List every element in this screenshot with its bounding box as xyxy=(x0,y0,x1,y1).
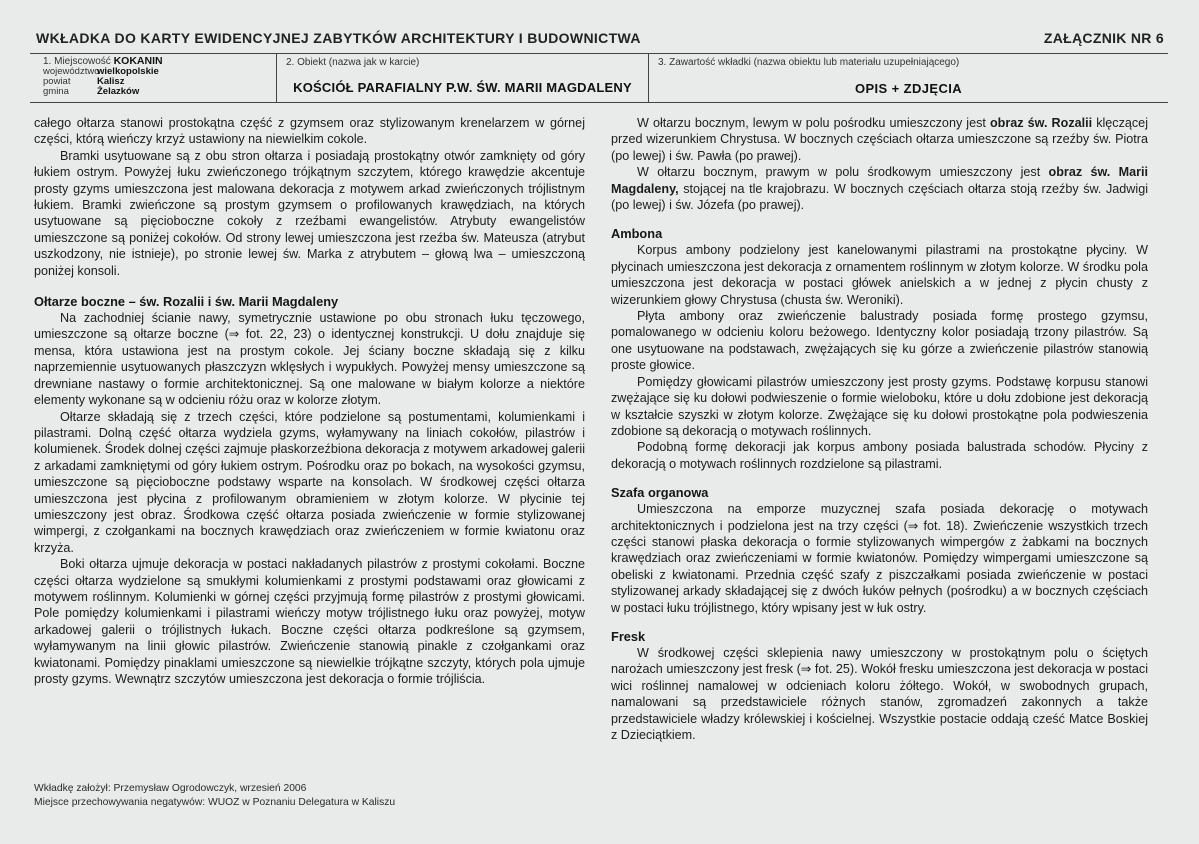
paragraph: Płyta ambony oraz zwieńczenie balustrady posiada formę prostego gzymsu, pomalowanego w odcieniu koloru beżowego. Identyczny kolor posiadają trzony pilastrów. Są one usytuowane na podstawach, zwężających się ku górze a zwieńczenie pilastrów stanowią proste głowice. xyxy=(611,309,1148,373)
right-column xyxy=(611,115,1148,743)
contents-cell xyxy=(648,54,1168,102)
annex-number: ZAŁĄCZNIK NR 6 xyxy=(1043,30,1164,46)
paragraph: W ołtarzu bocznym, lewym w polu pośrodku umieszczony jest obraz św. Rozalii klęczącej przed wizerunkiem Chrystusa. W bocznych częściach ołtarza umieszczone są rzeźby św. Piotra (po lewej) i św. Pawła (po prawej). xyxy=(611,116,1148,163)
document-header xyxy=(36,28,1166,48)
left-column xyxy=(34,115,585,687)
paragraph: Na zachodniej ścianie nawy, symetrycznie ustawione po obu stronach łuku tęczowego, umieszczone są ołtarze boczne (⇒ fot. 22, 23) o identycznej konstrukcji. U dołu znajduje się mensa, która ustawiona jest na prostym cokole. Jej ściany boczne składają się z kilku naprzemiennie usytuowanych płaszczyzn wklęsłych i wypukłych. Powyżej mensy umieszczone są drewniane nastawy o formie architektonicznej. Są one malowane w białym kolorze a niektóre elementy wykonane są w odcieniu różu oraz w kolorze złotym. xyxy=(34,311,585,408)
storage-line: Miejsce przechowywania negatywów: WUOZ w Poznaniu Delegatura w Kaliszu xyxy=(34,796,396,808)
commune-row xyxy=(43,87,276,97)
paragraph: Pomiędzy głowicami pilastrów umieszczony jest prosty gzyms. Podstawę korpusu stanowi zwężające się ku dołowi podwieszenie o formie wieloboku, które u dołu zdobione jest dekoracją w kształcie szyszki w złotym kolorze. Zwężające się ku dołowi prostokątne pola podwieszenia zdobione są dekoracją o motywach roślinnych. xyxy=(611,374,1148,438)
contents-value: OPIS + ZDJĘCIA xyxy=(854,81,963,96)
voivodeship-value: wielkopolskie xyxy=(97,66,159,77)
county-row xyxy=(43,77,276,87)
commune-label: gmina xyxy=(43,86,69,97)
location-label: 1. Miejscowość xyxy=(43,56,111,67)
paragraph: W środkowej części sklepienia nawy umieszczony w prostokątnym polu o ściętych narożach umieszczony jest fresk (⇒ fot. 25). Wokół fresku umieszczona jest dekoracja w postaci wici roślinnej namalowej w odcieniach koloru żółtego. Wokół, w swobodnych grupach, namalowani są przedstawiciele różnych stanów, zgromadzeń zakonnych a także przedstawiciele władzy królewskiej i kościelnej. Wszystkie postacie oddają cześć Matce Boskiej z Dzieciątkiem. xyxy=(611,645,1148,742)
section-heading-organ-case: Szafa organowa xyxy=(611,485,709,501)
voivodeship-row xyxy=(43,67,276,77)
paragraph: Umieszczona na emporze muzycznej szafa posiada dekorację o motywach architektonicznych i podzielona jest na trzy części (⇒ fot. 18). Zwieńczenie wszystkich trzech części stanowi płaska dekoracja o formie stylizowanych wimpergów z żabkami na bocznych krawędziach oraz zwieńczeniami w formie kwiatonów. Pomiędzy wimpergami umieszczone są obeliski z kwiatonami. Przednia część szafy z piszczałkami posiada zwieńczenie w postaci stylizowanej arkady składającej się z dwóch łuków pełnych (pośrodku) a w bocznych częściach w postaci łuku trójlistnego, który wpisany jest w łuk ostry. xyxy=(611,502,1148,615)
paragraph: Korpus ambony podzielony jest kanelowanymi pilastrami na prostokątne płyciny. W płycinach umieszczona jest dekoracja z ornamentem roślinnym w złotym kolorze. W środku pola umieszczona jest dekoracja w postaci główek anielskich a w jednej z płycin chusty z wizerunkiem głowy Chrystusa (chusta św. Weroniki). xyxy=(611,243,1148,307)
paragraph: Ołtarze składają się z trzech części, które podzielone są postumentami, kolumienkami i pilastrami. Dolną część ołtarza wydziela gzyms, wyłamywany na liniach cokołów, pilastrów i kolumienek. Środek dolnej części zajmuje płaskorzeźbiona dekoracja z motywem arkadowej galerii z arkadami zamkniętymi od góry łukiem ostrym. Pośrodku oraz po bokach, na wysokości gzymsu, umieszczone są pięcioboczne podstawy wsparte na konsolach. W środkowej części ołtarza umieszczona jest płycina z profilowanym obramieniem w złotym kolorze. W płycinie tej umieszczony jest obraz. Środkowa część ołtarza posiada zwieńczenie w formie stylizowanej wimpergi, z czołgankami na bocznych krawędziach oraz zwieńczeniem w formie kwiatonu oraz krzyża. xyxy=(34,409,585,555)
paragraph: całego ołtarza stanowi prostokątna część z gzymsem oraz stylizowanym krenelarzem w górnej części, którą wieńczy krzyż ustawiony na niewielkim cokole. xyxy=(34,116,585,147)
bold-phrase: obraz św. Marii Magdaleny, xyxy=(611,165,1148,196)
location-cell xyxy=(30,54,276,102)
county-value: Kalisz xyxy=(97,76,125,87)
section-heading-pulpit: Ambona xyxy=(611,226,663,242)
object-label: 2. Obiekt (nazwa jak w karcie) xyxy=(286,57,420,68)
county-label: powiat xyxy=(43,76,71,87)
footer xyxy=(34,782,395,809)
paragraph: W ołtarzu bocznym, prawym w polu środkowym umieszczony jest obraz św. Marii Magdaleny, stojącej na tle krajobrazu. W bocznych częściach ołtarza stoją rzeźby św. Jadwigi (po lewej) i św. Józefa (po prawej). xyxy=(611,165,1148,213)
paragraph: Boki ołtarza ujmuje dekoracja w postaci nakładanych pilastrów z prostymi cokołami. Boczne części ołtarza wydzielone są smukłymi kolumienkami z prostymi podstawami oraz głowicami z motywem roślinnym. Kolumienki w górnej części przyjmują formę pilastrów z prostymi głowicami. Pole pomiędzy kolumienkami i pilastrami wieńczy motyw trójlistnego łuku oraz powyżej, motyw arkadowej galerii o trójlistnych łukach. Boczne części ołtarza podkreślone są gzymsem, wyłamywanym na linii głowic pilastrów. Zwieńczenie stanowią pinakle z czołgankami oraz kwiatonami. Pomiędzy pinaklami umieszczone są niewielkie trójkątne szczyty, których pola ujmuje prosty gzyms. Wewnątrz szczytów umieszczona jest dekoracja o formie trójliścia. xyxy=(34,557,585,686)
voivodeship-label: województwo xyxy=(43,66,100,77)
object-name: KOŚCIÓŁ PARAFIALNY P.W. ŚW. MARII MAGDALENY xyxy=(293,80,632,95)
contents-label: 3. Zawartość wkładki (nazwa obiektu lub materiału uzupełniającego) xyxy=(658,57,960,68)
record-info-table xyxy=(30,53,1168,103)
paragraph: Bramki usytuowane są z obu stron ołtarza i posiadają prostokątny otwór zamknięty od góry łukiem ostrym. Powyżej łuku zwieńczonego trójkątnym szczytem, którego krawędzie akcentuje prosty gzyms umieszczona jest malowana dekoracja z motywem arkad zwieńczonych trójlistnym łukiem. Bramki zwieńczone są prostym gzymsem o profilowanych krawędziach, na których usytuowane są pięcioboczne cokoły z rzeźbami ewangelistów. Atrybuty ewangelistów umieszczone są poniżej cokołów. Od strony lewej umieszczona jest rzeźba św. Mateusza (atrybut uszkodzony, nie istnieje), po stronie lewej św. Marka z atrybutem – głową lwa – umieszczoną poniżej konsoli. xyxy=(34,148,585,278)
location-value: KOKANIN xyxy=(113,55,163,67)
bold-phrase: obraz św. Rozalii xyxy=(989,116,1093,130)
author-line: Wkładkę założył: Przemysław Ogrodowczyk, wrzesień 2006 xyxy=(34,783,307,794)
section-heading-fresco: Fresk xyxy=(611,628,646,644)
document-title: WKŁADKA DO KARTY EWIDENCYJNEJ ZABYTKÓW ARCHITEKTURY I BUDOWNICTWA xyxy=(36,30,641,46)
paragraph: Podobną formę dekoracji jak korpus ambony posiada balustrada schodów. Płyciny z dekoracją o motywach roślinnych rozdzielone są pilastrami. xyxy=(611,440,1148,471)
commune-value: Żelazków xyxy=(97,86,140,97)
object-cell xyxy=(276,54,648,102)
section-heading-side-altars: Ołtarze boczne – św. Rozalii i św. Marii Magdaleny xyxy=(34,294,339,310)
